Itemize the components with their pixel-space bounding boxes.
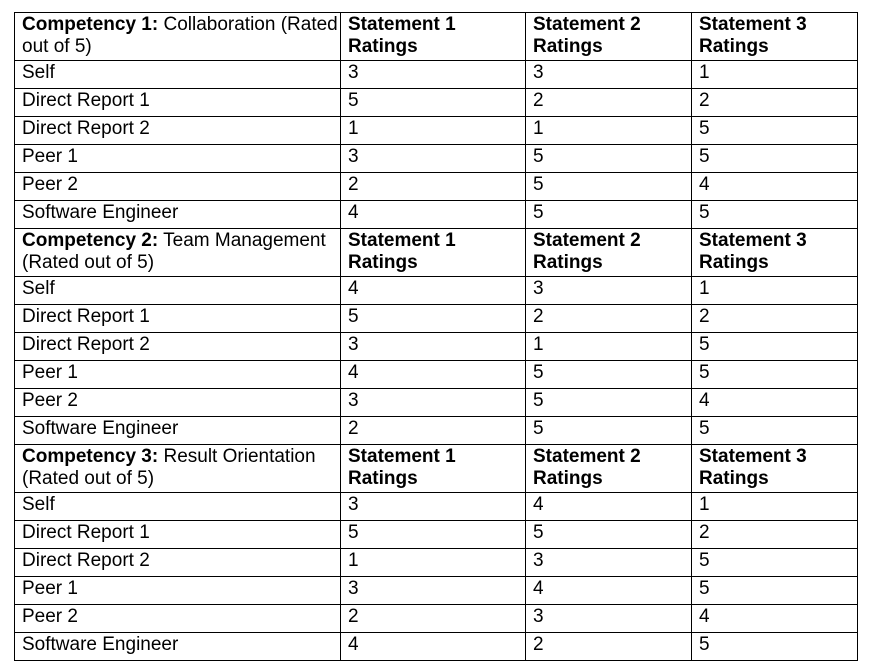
statement-3-rating: 5 [692,117,858,145]
statement-3-rating: 1 [692,277,858,305]
statement-1-rating: 3 [341,333,526,361]
statement-1-rating: 3 [341,577,526,605]
rater-cell: Software Engineer [15,201,341,229]
statement-3-rating: 2 [692,521,858,549]
statement-1-header: Statement 1 Ratings [341,229,526,277]
rater-cell: Direct Report 2 [15,333,341,361]
statement-3-rating: 4 [692,389,858,417]
table-row [15,605,858,633]
table-row [15,333,858,361]
statement-3-rating: 1 [692,493,858,521]
competency-label-rest: Collaboration (Rated out of 5) [22,14,338,57]
rater-cell: Direct Report 1 [15,305,341,333]
statement-1-rating: 4 [341,361,526,389]
table-row [15,633,858,661]
statement-1-rating: 2 [341,605,526,633]
statement-3-rating: 1 [692,61,858,89]
rater-cell: Peer 2 [15,173,341,201]
statement-2-rating: 4 [526,577,692,605]
statement-2-rating: 2 [526,633,692,661]
statement-1-rating: 1 [341,549,526,577]
statement-2-rating: 2 [526,89,692,117]
statement-3-rating: 5 [692,549,858,577]
statement-3-rating: 4 [692,605,858,633]
table-row [15,577,858,605]
table-row [15,173,858,201]
statement-2-rating: 3 [526,277,692,305]
statement-1-header: Statement 1 Ratings [341,445,526,493]
rater-cell: Self [15,277,341,305]
table-row [15,61,858,89]
rater-cell: Software Engineer [15,417,341,445]
statement-3-header: Statement 3 Ratings [692,445,858,493]
statement-3-rating: 5 [692,417,858,445]
statement-2-header: Statement 2 Ratings [526,229,692,277]
table-row [15,549,858,577]
table-row [15,145,858,173]
statement-2-rating: 2 [526,305,692,333]
statement-1-rating: 3 [341,61,526,89]
competency-header-row [15,445,858,493]
statement-2-rating: 5 [526,389,692,417]
table-row [15,493,858,521]
rater-cell: Direct Report 1 [15,89,341,117]
competency-header-row [15,229,858,277]
rater-cell: Peer 2 [15,605,341,633]
statement-1-rating: 2 [341,173,526,201]
statement-2-rating: 5 [526,173,692,201]
rater-cell: Self [15,61,341,89]
statement-1-rating: 3 [341,493,526,521]
table-row [15,417,858,445]
table-row [15,305,858,333]
competency-label-bold: Competency 1: [22,14,159,35]
statement-3-rating: 5 [692,361,858,389]
competency-label-cell [15,445,341,493]
table-row [15,89,858,117]
rater-cell: Peer 1 [15,577,341,605]
competency-header-row [15,13,858,61]
table-row [15,361,858,389]
statement-3-rating: 5 [692,333,858,361]
statement-2-rating: 3 [526,549,692,577]
competency-section [15,229,858,445]
rater-cell: Self [15,493,341,521]
competency-label-bold: Competency 2: [22,230,159,251]
table-row [15,521,858,549]
rater-cell: Direct Report 2 [15,117,341,145]
statement-2-header: Statement 2 Ratings [526,13,692,61]
statement-3-rating: 5 [692,577,858,605]
competency-label-cell [15,13,341,61]
statement-2-rating: 5 [526,361,692,389]
statement-2-rating: 3 [526,605,692,633]
rater-cell: Direct Report 1 [15,521,341,549]
statement-1-rating: 4 [341,633,526,661]
statement-1-rating: 2 [341,417,526,445]
rater-cell: Peer 1 [15,145,341,173]
statement-2-header: Statement 2 Ratings [526,445,692,493]
statement-1-rating: 5 [341,89,526,117]
table-row [15,389,858,417]
statement-1-rating: 3 [341,145,526,173]
competency-label-bold: Competency 3: [22,446,159,467]
statement-3-rating: 4 [692,173,858,201]
statement-2-rating: 5 [526,145,692,173]
statement-2-rating: 4 [526,493,692,521]
statement-3-rating: 5 [692,633,858,661]
table-row [15,277,858,305]
rater-cell: Peer 2 [15,389,341,417]
statement-1-rating: 3 [341,389,526,417]
statement-3-rating: 5 [692,145,858,173]
competency-label-rest: Result Orientation (Rated out of 5) [22,446,316,489]
statement-2-rating: 1 [526,117,692,145]
table-row [15,117,858,145]
statement-2-rating: 5 [526,521,692,549]
statement-3-rating: 5 [692,201,858,229]
statement-1-rating: 4 [341,201,526,229]
statement-3-header: Statement 3 Ratings [692,13,858,61]
statement-1-rating: 1 [341,117,526,145]
statement-2-rating: 3 [526,61,692,89]
statement-3-header: Statement 3 Ratings [692,229,858,277]
rater-cell: Direct Report 2 [15,549,341,577]
rater-cell: Software Engineer [15,633,341,661]
statement-2-rating: 5 [526,417,692,445]
competency-label-cell [15,229,341,277]
statement-3-rating: 2 [692,305,858,333]
statement-3-rating: 2 [692,89,858,117]
statement-1-rating: 5 [341,305,526,333]
statement-1-header: Statement 1 Ratings [341,13,526,61]
statement-2-rating: 1 [526,333,692,361]
competency-section [15,13,858,229]
statement-1-rating: 4 [341,277,526,305]
competency-label-rest: Team Management (Rated out of 5) [22,230,326,273]
rater-cell: Peer 1 [15,361,341,389]
ratings-table [14,12,858,661]
statement-1-rating: 5 [341,521,526,549]
table-row [15,201,858,229]
competency-section [15,445,858,661]
statement-2-rating: 5 [526,201,692,229]
